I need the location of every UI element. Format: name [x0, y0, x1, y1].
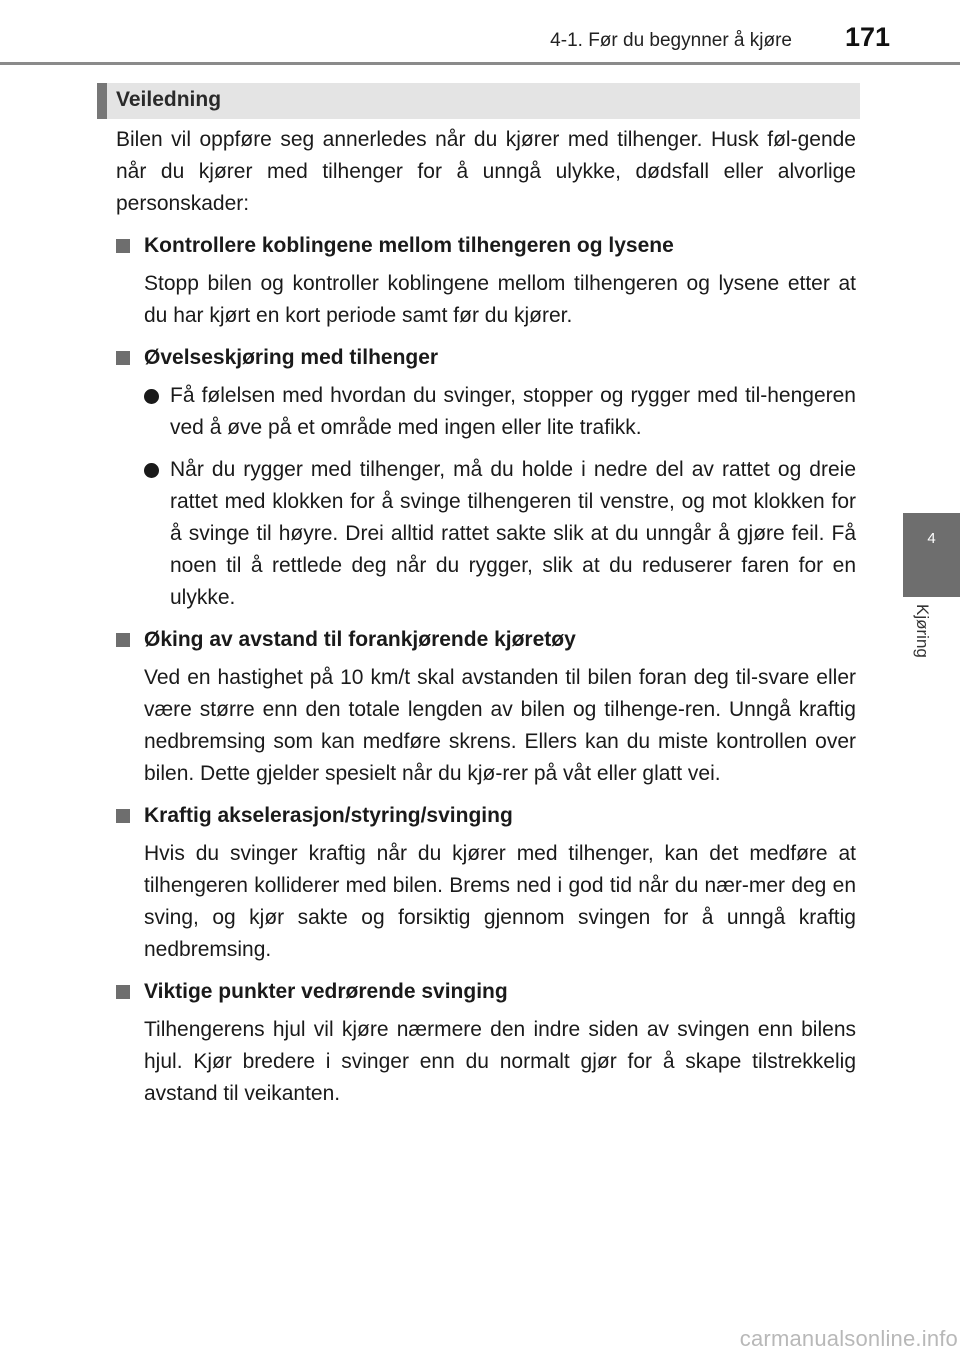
chapter-side-label — [903, 604, 960, 714]
intro-paragraph: Bilen vil oppføre seg annerledes når du kjører med tilhenger. Husk føl-gende når du kjører med tilhenger for å unngå ulykke, dødsfall eller alvorlige personskader: — [116, 128, 856, 215]
section-heading — [116, 342, 856, 374]
square-bullet-icon — [116, 351, 130, 365]
section-heading-text: Kontrollere koblingene mellom tilhengeren og lysene — [144, 234, 674, 257]
section-heading-text: Øking av avstand til forankjørende kjøretøy — [144, 628, 576, 651]
watermark: carmanualsonline.info — [739, 1326, 958, 1351]
square-bullet-icon — [116, 239, 130, 253]
section-body: Ved en hastighet på 10 km/t skal avstanden til bilen foran deg til-svare eller være større enn den totale lengden av bilen og tilhenge-ren. Unngå kraftig nedbremsing som kan medføre skrens. Ellers kan du miste kontrollen over bilen. Dette gjelder spesielt når du kjø-rer på våt eller glatt vei. — [144, 666, 856, 785]
square-bullet-icon — [116, 809, 130, 823]
chapter-tab-number: 4 — [927, 530, 936, 547]
section-body: Hvis du svinger kraftig når du kjører med tilhenger, kan det medføre at tilhengeren kolliderer med bilen. Brems ned i god tid når du nær-mer deg en sving, og kjør sakte og forsiktig gjennom svingen for å unngå kraftig nedbremsing. — [144, 842, 856, 961]
bullet-item — [116, 454, 856, 614]
bullet-text: Når du rygger med tilhenger, må du holde i nedre del av rattet og dreie rattet med klokken for å svinge tilhengeren til venstre, og mot klokken for å svinge til høyre. Drei alltid rattet sakte slik at du unngår å gjøre feil. Få noen til å rettlede deg når du rygger, slik at du reduserer faren for en ulykke. — [170, 458, 856, 609]
square-bullet-icon — [116, 985, 130, 999]
bullet-text: Få følelsen med hvordan du svinger, stopper og rygger med til-hengeren ved å øve på et område med ingen eller lite trafikk. — [170, 384, 856, 439]
round-bullet-icon — [144, 389, 159, 404]
running-header-section: 4-1. Før du begynner å kjøre — [550, 30, 792, 51]
chapter-tab — [903, 513, 960, 597]
section-heading — [116, 624, 856, 656]
section-heading — [116, 976, 856, 1008]
section-heading — [116, 230, 856, 262]
section-heading-text: Viktige punkter vedrørende svinging — [144, 980, 508, 1003]
section-banner — [97, 83, 860, 119]
section-body: Tilhengerens hjul vil kjøre nærmere den indre siden av svingen enn bilens hjul. Kjør bredere i svinger enn du normalt gjør for å skape tilstrekkelig avstand til veikanten. — [144, 1018, 856, 1105]
page-number: 171 — [844, 22, 890, 52]
header-divider — [0, 62, 960, 65]
section-heading — [116, 800, 856, 832]
section-body: Stopp bilen og kontroller koblingene mellom tilhengeren og lysene etter at du har kjørt en kort periode samt før du kjører. — [144, 272, 856, 327]
section-heading-text: Øvelseskjøring med tilhenger — [144, 346, 439, 369]
square-bullet-icon — [116, 633, 130, 647]
bullet-item — [116, 380, 856, 444]
section-heading-text: Kraftig akselerasjon/styring/svinging — [144, 804, 513, 827]
chapter-side-label-text: Kjøring — [913, 604, 932, 658]
page-content — [116, 124, 856, 1120]
round-bullet-icon — [144, 463, 159, 478]
section-banner-title: Veiledning — [116, 88, 222, 111]
